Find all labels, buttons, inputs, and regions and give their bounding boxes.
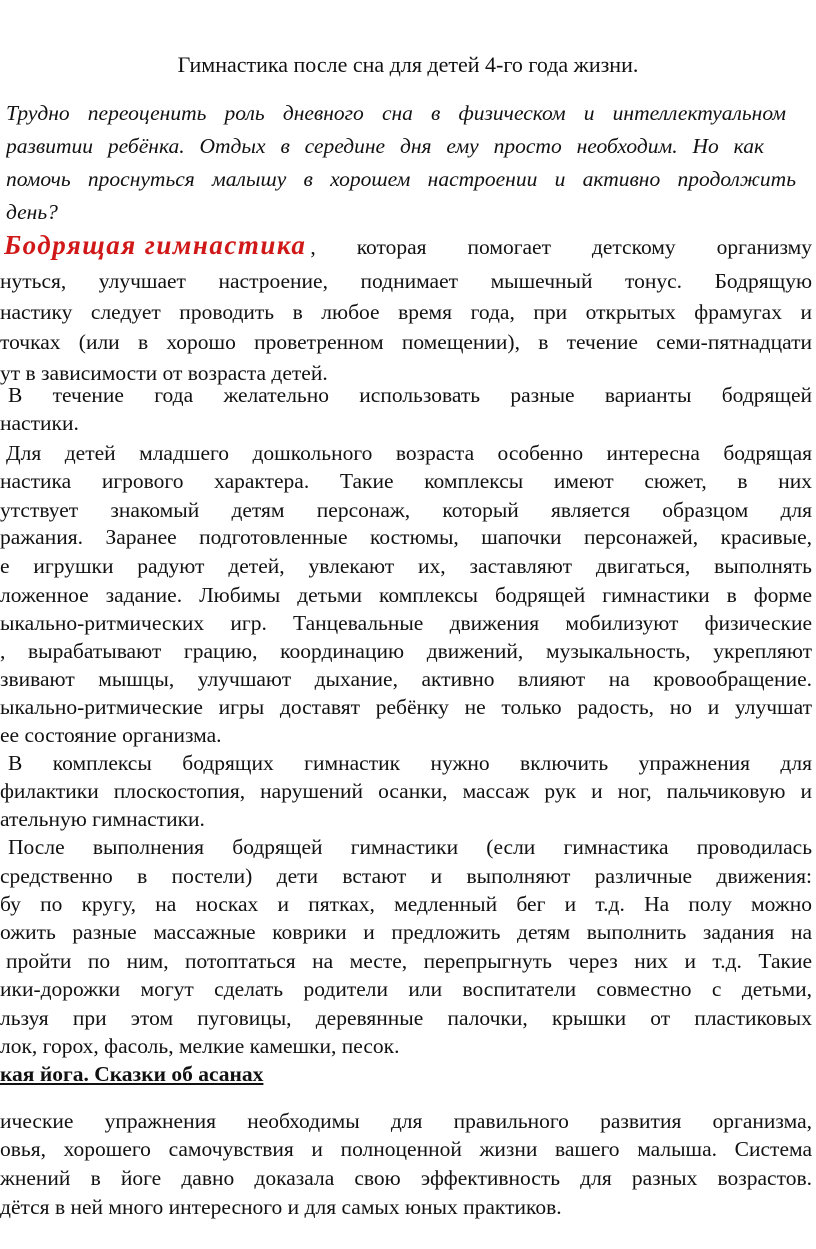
paragraph-1-first-line	[4, 230, 812, 262]
paragraph-line: настику следует проводить в любое время года, при открытых фрамугах и	[0, 300, 812, 324]
paragraph-line: , вырабатывают грацию, координацию движений, музыкальность, укрепляют	[0, 639, 812, 663]
paragraph-line: ыкально-ритмические игры доставят ребёнку не только радость, но и улучшат	[0, 695, 812, 719]
paragraph-line: точках (или в хорошо проветренном помещении), в течение семи-пятнадцати	[0, 330, 812, 354]
paragraph-line: ыкально-ритмических игр. Танцевальные движения мобилизуют физические	[0, 611, 812, 635]
paragraph-line: е игрушки радуют детей, увлекают их, заставляют двигаться, выполнять	[0, 554, 812, 578]
paragraph-line: После выполнения бодрящей гимнастики (если гимнастика проводилась	[8, 835, 812, 859]
paragraph-line: Для детей младшего дошкольного возраста особенно интересна бодрящая	[6, 441, 812, 465]
paragraph-line: льзуя при этом пуговицы, деревянные палочки, крышки от пластиковых	[0, 1006, 812, 1030]
paragraph-line: средственно в постели) дети встают и выполняют различные движения:	[0, 864, 812, 888]
paragraph-line: ее состояние организма.	[0, 723, 222, 747]
paragraph-line: жнений в йоге давно доказала свою эффективность для разных возрастов.	[0, 1166, 812, 1190]
paragraph-line: ательную гимнастики.	[0, 807, 205, 831]
paragraph-line: В течение года желательно использовать разные варианты бодрящей	[8, 383, 812, 407]
paragraph-line: бу по кругу, на носках и пятках, медленный бег и т.д. На полу можно	[0, 892, 812, 916]
paragraph-line: настика игрового характера. Такие комплексы имеют сюжет, в них	[0, 469, 812, 493]
paragraph-line: ражания. Заранее подготовленные костюмы, шапочки персонажей, красивые,	[0, 525, 812, 549]
paragraph-line: утствует знакомый детям персонаж, который является образцом для	[0, 498, 812, 522]
paragraph-line: лок, горох, фасоль, мелкие камешки, песок.	[0, 1034, 400, 1058]
paragraph-line: ические упражнения необходимы для правильного развития организма,	[0, 1109, 812, 1133]
intro-line: развитии ребёнка. Отдых в середине дня ему просто необходим. Но как	[6, 134, 764, 158]
intro-line: день?	[6, 200, 58, 224]
paragraph-line: ожить разные массажные коврики и предложить детям выполнить задания на	[0, 920, 812, 944]
paragraph-line: звивают мышцы, улучшают дыхание, активно влияют на кровообращение.	[0, 667, 812, 691]
paragraph-line: пройти по ним, потоптаться на месте, перепрыгнуть через них и т.д. Такие	[6, 949, 812, 973]
section-heading: кая йога. Сказки об асанах	[0, 1062, 264, 1086]
intro-line: помочь проснуться малышу в хорошем настроении и активно продолжить	[6, 167, 796, 191]
paragraph-line: овья, хорошего самочувствия и полноценной жизни вашего малыша. Система	[0, 1137, 812, 1161]
paragraph-line: дётся в ней много интересного и для самых юных практиков.	[0, 1195, 562, 1219]
paragraph-line: ложенное задание. Любимы детьми комплексы бодрящей гимнастики в форме	[0, 583, 812, 607]
page-title: Гимнастика после сна для детей 4-го года жизни.	[177, 52, 639, 77]
paragraph-line: филактики плоскостопия, нарушений осанки, массаж рук и ног, пальчиковую и	[0, 779, 812, 803]
paragraph-line: В комплексы бодрящих гимнастик нужно включить упражнения для	[8, 751, 812, 775]
highlight-term: Бодрящая гимнастика	[4, 230, 307, 260]
paragraph-line: , которая помогает детскому организму	[310, 235, 812, 259]
paragraph-line: настики.	[0, 411, 79, 435]
paragraph-line: ут в зависимости от возраста детей.	[0, 361, 328, 385]
paragraph-line: нуться, улучшает настроение, поднимает мышечный тонус. Бодрящую	[0, 269, 812, 293]
paragraph-line: ики-дорожки могут сделать родители или воспитатели совместно с детьми,	[0, 977, 812, 1001]
intro-line: Трудно переоценить роль дневного сна в физическом и интеллектуальном	[6, 101, 786, 125]
